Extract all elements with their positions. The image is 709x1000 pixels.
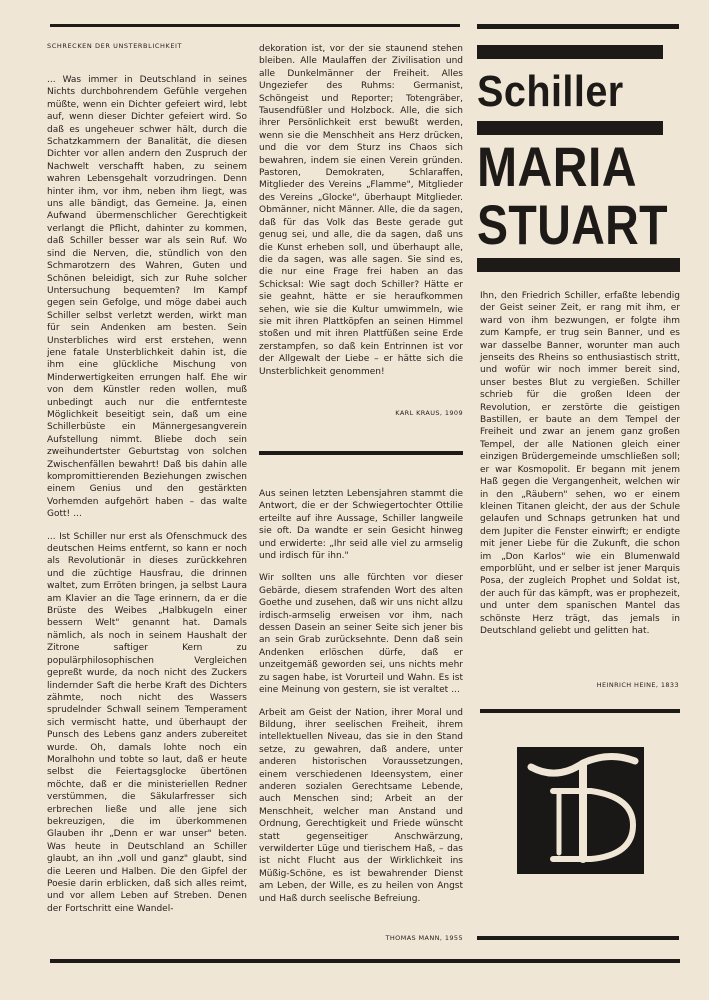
kraus-paragraph-1: ... Was immer in Deutschland in seines Nichts durchbohrendem Gefühle vergehen müßte, wenn ein Dichter gefeiert wird, lebt auf, wenn dieser Dichter gefeiert wird. So daß es ungeheuer schwer hält, durch die Schatzkammern der Banalität, die diesen Dichter vor allen andern den Zuspruch der Nachwelt verschafft haben, zu seinem wahren Lebensgehalt vorzudringen. Denn hinter ihm, vor ihm, neben ihm liegt, was uns alle bändigt, das Gemeine. Ja, einen Aufwand übermenschlicher Gerechtigkeit verlangt die Pflicht, dahinter zu kommen, daß Schiller besser war als sein Ruf. Wo sind die Nerven, die, stündlich von den Schmarotzern des Wahren, Guten und Schönen beleidigt, sich zur Ruhe solcher Untersuchung bequemten? Im Kampf gegen sein Gefolge, und möge dabei auch Schiller selbst verletzt werden, wirkt man für sein Andenken am besten. Sein Unsterbliches wird erst erstehen, wenn jene fatale Unsterblichkeit dahin ist, die ihm eine glückliche Mischung von Minderwertigkeiten errungen half. Ehe wir von dem Künstler reden wollen, muß unbedingt auch nur die entfernteste Möglichkeit beseitigt sein, daß um eine Schillerbüste ein Männergesangverein Aufstellung nimmt. Bliebe doch sein zweihundertster Geburtstag von solchen Zwischenfällen bewahrt! Daß bis dahin alle kompromittierenden Beziehungen zwischen einem Genius und den gestärkten Vorhemden aufgehört haben – das walte Gott! ... bbox=[47, 75, 247, 520]
bottom-rule-right bbox=[477, 936, 679, 940]
title-bar-mid bbox=[477, 121, 663, 135]
author-heine: HEINRICH HEINE, 1833 bbox=[596, 681, 679, 689]
column-right bbox=[480, 290, 680, 647]
kraus-paragraph-2: ... Ist Schiller nur erst als Ofenschmuck des deutschen Heims entfernt, so kann er noch als Revolutionär in dieses zurückkehren und die züchtige Hausfrau, die drinnen waltet, zum Erröten bringen, ja selbst Laura am Klavier an die Tage erinnern, da er die Brüste des Weibes „Halbkugeln einer bessern Welt" genannt hat. Damals nämlich, als noch in seinem Haushalt der Zitrone saftiger Kern zu populärphilosophischen Vergleichen gepreßt wurde, da noch nicht des Zuckers lindernder Saft die herbe Kraft des Dichters zähmte, noch nicht des Wassers sprudelnder Schwall seinem Temperament sich vermischt hatte, und überhaupt der Punsch des Lebens ganz anders zubereitet wurde. Oh, damals lohte noch ein Moralhohn und tobte so laut, daß er heute selbst die Feiertagsglocke übertönen möchte, daß er die ministeriellen Redner verstümmen, die Säkularfresser sich erbrechen ließe und alle jene sich bekreuzigen, die im überkommenen Glauben ihr „Denn er war unser" beten. Was heute in Deutschland an Schiller glaubt, an ihn „voll und ganz" glaubt, sind die Leeren und Halben. Die den Gipfel der Poesie darin erblicken, daß sich alles reimt, und vor allem Leben auf Streben. Denen der Fortschritt eine Wandel- bbox=[47, 531, 247, 914]
mann-paragraph-3: Arbeit am Geist der Nation, ihrer Moral und Bildung, ihrer seelischen Freiheit, ihrem intellektuellen Niveau, das sie in den Stand setze, zu gewahren, daß andere, unter anderen historischen Voraussetzungen, einem verschiedenen Ideensystem, einer anderen sozialen Gerechtsame Lebende, auch Menschen sind; Arbeit an der Menschheit, welcher man Anstand und Ordnung, Gerechtigkeit und Friede wünscht statt gegenseitiger Anschwärzung, verwilderter Lüge und tierischem Haß, – das ist nicht Flucht aus der Wirklichkeit ins Müßig-Schöne, es ist bewahrender Dienst am Leben, der Wille, es zu heilen von Angst und Haß durch seelische Befreiung. bbox=[259, 707, 463, 904]
author-kraus: KARL KRAUS, 1909 bbox=[395, 409, 463, 417]
top-rule-right bbox=[477, 24, 679, 29]
play-author: Schiller bbox=[477, 67, 624, 116]
play-title-line1: MARIA bbox=[477, 135, 637, 198]
bottom-rule bbox=[50, 959, 680, 963]
kraus-paragraph-3: dekoration ist, vor der sie staunend stehen bleiben. Alle Maulaffen der Zivilisation und alle Dunkelmänner der Freiheit. Alles Ungeziefer des Ruhms: Germanist, Schöngeist und Reporter; Totengräber, Tausendfüßler und Holzbock. Alle, die sich ihrer Persönlichkeit erst bewußt werden, wenn sie die Menschheit ans Herz drücken, und die vor dem Sturz ins Chaos sich bewahren, indem sie einen Verein gründen. Pastoren, Demokraten, Schlaraffen, Mitglieder des Vereins „Flamme", Mitglieder des Vereins „Glocke", überhaupt Mitglieder. Obmänner, nicht Männer. Alle, die da sagen, daß für das Volk das Beste gerade gut genug sei, und alle, die da sagen, daß uns die Kunst erheben soll, und überhaupt alle, die da sagen, was alle sagen. Sie sind es, die nur eine Frage frei haben an das Schicksal: Wie sagt doch Schiller? Hätte er sie geahnt, hätte er sie heraufkommen sehen, wie sie die Kultur umwimmeln, wie sie mit ihren Plattköpfen an seinen Himmel stoßen und mit ihren Plattfüßen seine Erde zerstampfen, so daß kein Entrinnen ist vor der Allgewalt der Liebe – er hätte sich die Unsterblichkeit genommen! bbox=[259, 44, 463, 377]
theatre-monogram-icon bbox=[517, 747, 644, 874]
heine-paragraph: Ihn, den Friedrich Schiller, erfaßte lebendig der Geist seiner Zeit, er rang mit ihm, er ward von ihm bezwungen, er folgte ihm zum Kampfe, er trug sein Banner, und es war dasselbe Banner, worunter man auch jenseits des Rheins so enthusiastisch stritt, und wofür wir noch immer bereit sind, unser bestes Blut zu vergießen. Schiller schrieb für die großen Ideen der Revolution, er zerstörte die geistigen Bastillen, er baute an dem Tempel der Freiheit und zwar an jenem ganz großen Tempel, der alle Nationen gleich einer einzigen Brüdergemeinde umschließen soll; er war Kosmopolit. Er begann mit jenem Haß gegen die Vergangenheit, welchen wir in den „Räubern" sehen, wo er einem kleinen Titanen gleicht, der aus der Schule gelaufen und Schnaps getrunken hat und dem Jupiter die Fenster einwirft; er endigte mit jener Liebe für die Zukunft, die schon im „Don Karlos" wie ein Blumenwald emporblüht, und er selber ist jener Marquis Posa, der zugleich Prophet und Soldat ist, der auch für das kämpft, was er prophezeit, und unter dem spanischen Mantel das schönste Herz trägt, das jemals in Deutschland geliebt und gelitten hat. bbox=[480, 291, 680, 636]
column-left bbox=[47, 42, 247, 925]
section-label: SCHRECKEN DER UNSTERBLICHKEIT bbox=[47, 42, 183, 50]
column-middle bbox=[259, 43, 463, 388]
author-mann: THOMAS MANN, 1955 bbox=[385, 934, 463, 942]
title-bar-top bbox=[477, 45, 663, 59]
mann-paragraph-2: Wir sollten uns alle fürchten vor dieser Gebärde, diesem strafenden Wort des alten Goethe und zusehen, daß wir uns nicht allzu irdisch-armselig erweisen vor ihm, nach dessen Dasein an seiner Seite sich jener bis an sein Grab zurücksehnte. Denn daß sein Andenken erlöschen dürfe, daß er unzeitgemäß geworden sei, uns nichts mehr zu sagen habe, ist Vorurteil und Wahn. Es ist eine Meinung von gestern, sie ist veraltet ... bbox=[259, 573, 463, 696]
right-divider bbox=[480, 709, 680, 713]
column-middle-lower bbox=[259, 488, 463, 915]
theatre-logo bbox=[517, 747, 644, 874]
middle-divider bbox=[259, 451, 463, 455]
title-bar-bottom bbox=[477, 258, 680, 272]
play-title-line2: STUART bbox=[477, 193, 668, 256]
top-rule-left bbox=[50, 24, 460, 27]
mann-paragraph-1: Aus seinen letzten Lebensjahren stammt die Antwort, die er der Schwiegertochter Ottilie erteilte auf ihre Aussage, Schiller langweile sie oft. Da wandte er sein Gesicht hinweg und erwiderte: „Ihr seid alle viel zu armselig und irdisch für ihn." bbox=[259, 489, 463, 562]
